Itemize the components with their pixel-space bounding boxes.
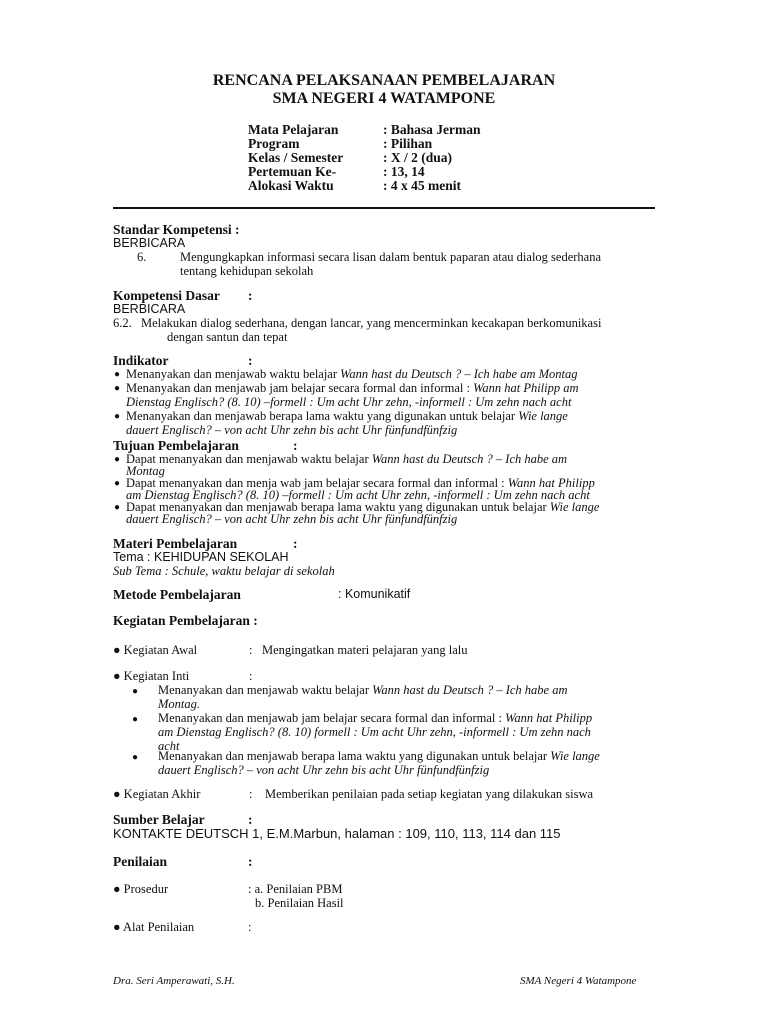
kegiatan-akhir-colon: : <box>249 787 253 801</box>
indikator-item: Menanyakan dan menjawab waktu belajar Wann hast du Deutsch ? – Ich habe am Montag <box>126 367 578 381</box>
inti-item-cont: Montag. <box>158 697 201 711</box>
kompetensi-colon: : <box>248 288 253 303</box>
inti-item: Menanyakan dan menjawab berapa lama waktu yang digunakan untuk belajar Wie lange <box>158 749 600 763</box>
header-divider <box>113 207 655 209</box>
kompetensi-number: 6.2. <box>113 316 132 330</box>
footer-author: Dra. Seri Amperawati, S.H. <box>113 975 235 987</box>
indikator-heading: Indikator <box>113 353 169 368</box>
prosedur-item: b. Penilaian Hasil <box>255 896 344 910</box>
tujuan-item-cont: Montag <box>126 464 165 478</box>
meta-value: : 13, 14 <box>383 164 425 179</box>
kompetensi-heading: Kompetensi Dasar <box>113 288 220 303</box>
bullet-icon: ● <box>114 411 121 422</box>
materi-heading: Materi Pembelajaran <box>113 536 238 551</box>
meta-label: Mata Pelajaran <box>248 122 339 137</box>
metode-value: : Komunikatif <box>338 587 411 601</box>
inti-item-cont: am Dienstag Englisch? (8. 10) formell : Um acht Uhr zehn, -informell : Um zehn nach <box>158 725 591 739</box>
prosedur-item: : a. Penilaian PBM <box>248 882 343 896</box>
kegiatan-inti-label: ● Kegiatan Inti <box>113 669 190 683</box>
indikator-item: Menanyakan dan menjawab berapa lama waktu yang digunakan untuk belajar Wie lange <box>126 409 568 423</box>
footer-school: SMA Negeri 4 Watampone <box>520 975 637 987</box>
materi-colon: : <box>293 536 298 551</box>
tujuan-heading: Tujuan Pembelajaran <box>113 438 239 453</box>
kegiatan-inti-colon: : <box>249 669 253 683</box>
meta-value: : Pilihan <box>383 136 433 151</box>
meta-label: Alokasi Waktu <box>248 178 334 193</box>
meta-label: Pertemuan Ke- <box>248 164 337 179</box>
sumber-colon: : <box>248 812 253 827</box>
prosedur-label: ● Prosedur <box>113 882 169 896</box>
penilaian-heading: Penilaian <box>113 854 168 869</box>
tujuan-item-cont: dauert Englisch? – von acht Uhr zehn bis acht Uhr fünfundfünfzig <box>126 512 458 526</box>
bullet-icon: ● <box>114 383 121 394</box>
kegiatan-awal-colon: : <box>249 643 253 657</box>
tujuan-item: Dapat menanyakan dan menjawab waktu belajar Wann hast du Deutsch ? – Ich habe am <box>126 452 568 466</box>
meta-value: : X / 2 (dua) <box>383 150 453 165</box>
bullet-icon: ● <box>114 454 121 465</box>
bullet-icon: ● <box>114 478 121 489</box>
inti-item: Menanyakan dan menjawab waktu belajar Wann hast du Deutsch ? – Ich habe am <box>158 683 568 697</box>
standar-number: 6. <box>137 250 147 264</box>
inti-item-cont: dauert Englisch? – von acht Uhr zehn bis acht Uhr fünfundfünfzig <box>158 763 490 777</box>
standar-text: Mengungkapkan informasi secara lisan dalam bentuk paparan atau dialog sederhana <box>180 250 602 264</box>
bullet-icon: ● <box>114 502 121 513</box>
tujuan-item: Dapat menanyakan dan menja wab jam belajar secara formal dan informal : Wann hat Philipp <box>126 476 595 490</box>
standar-heading: Standar Kompetensi : <box>113 222 240 237</box>
bullet-icon: ● <box>132 686 139 697</box>
tujuan-item: Dapat menanyakan dan menjawab berapa lama waktu yang digunakan untuk belajar Wie lange <box>126 500 600 514</box>
indikator-colon: : <box>248 353 253 368</box>
alat-penilaian-label: ● Alat Penilaian <box>113 920 195 934</box>
materi-tema: Tema : KEHIDUPAN SEKOLAH <box>113 550 289 564</box>
metode-heading: Metode Pembelajaran <box>113 587 241 602</box>
sumber-heading: Sumber Belajar <box>113 812 205 827</box>
indikator-item-cont: Dienstag Englisch? (8. 10) –formell : Um acht Uhr zehn, -informell : Um zehn nach acht <box>126 395 572 409</box>
school-name: SMA NEGERI 4 WATAMPONE <box>272 90 496 107</box>
inti-item-cont: acht <box>158 739 180 753</box>
kompetensi-text: dengan santun dan tepat <box>167 330 288 344</box>
kegiatan-heading: Kegiatan Pembelajaran : <box>113 613 258 628</box>
meta-value: : 4 x 45 menit <box>383 178 461 193</box>
kegiatan-awal-value: Mengingatkan materi pelajaran yang lalu <box>262 643 468 657</box>
bullet-icon: ● <box>132 752 139 763</box>
materi-subtema: Sub Tema : Schule, waktu belajar di sekolah <box>113 564 335 578</box>
meta-label: Kelas / Semester <box>248 150 344 165</box>
bullet-icon: ● <box>132 714 139 725</box>
meta-value: : Bahasa Jerman <box>383 122 481 137</box>
kegiatan-akhir-label: ● Kegiatan Akhir <box>113 787 201 801</box>
standar-sub: BERBICARA <box>113 236 186 250</box>
tujuan-colon: : <box>293 438 298 453</box>
kegiatan-awal-label: ● Kegiatan Awal <box>113 643 198 657</box>
standar-text: tentang kehidupan sekolah <box>180 264 314 278</box>
inti-item: Menanyakan dan menjawab jam belajar secara formal dan informal : Wann hat Philipp <box>158 711 593 725</box>
alat-penilaian-colon: : <box>248 920 252 934</box>
tujuan-item-cont: am Dienstag Englisch? (8. 10) –formell : Um acht Uhr zehn, -informell : Um zehn nach acht <box>126 488 590 502</box>
sumber-value: KONTAKTE DEUTSCH 1, E.M.Marbun, halaman : 109, 110, 113, 114 dan 115 <box>113 826 561 841</box>
kompetensi-text: Melakukan dialog sederhana, dengan lancar, yang mencerminkan kecakapan berkomunikasi <box>141 316 602 330</box>
indikator-item: Menanyakan dan menjawab jam belajar secara formal dan informal : Wann hat Philipp am <box>126 381 579 395</box>
kompetensi-sub: BERBICARA <box>113 302 186 316</box>
bullet-icon: ● <box>114 369 121 380</box>
meta-label: Program <box>248 136 300 151</box>
indikator-item-cont: dauert Englisch? – von acht Uhr zehn bis acht Uhr fünfundfünfzig <box>126 423 458 437</box>
document-title: RENCANA PELAKSANAAN PEMBELAJARAN <box>212 72 556 89</box>
penilaian-colon: : <box>248 854 253 869</box>
kegiatan-akhir-value: Memberikan penilaian pada setiap kegiatan yang dilakukan siswa <box>265 787 594 801</box>
